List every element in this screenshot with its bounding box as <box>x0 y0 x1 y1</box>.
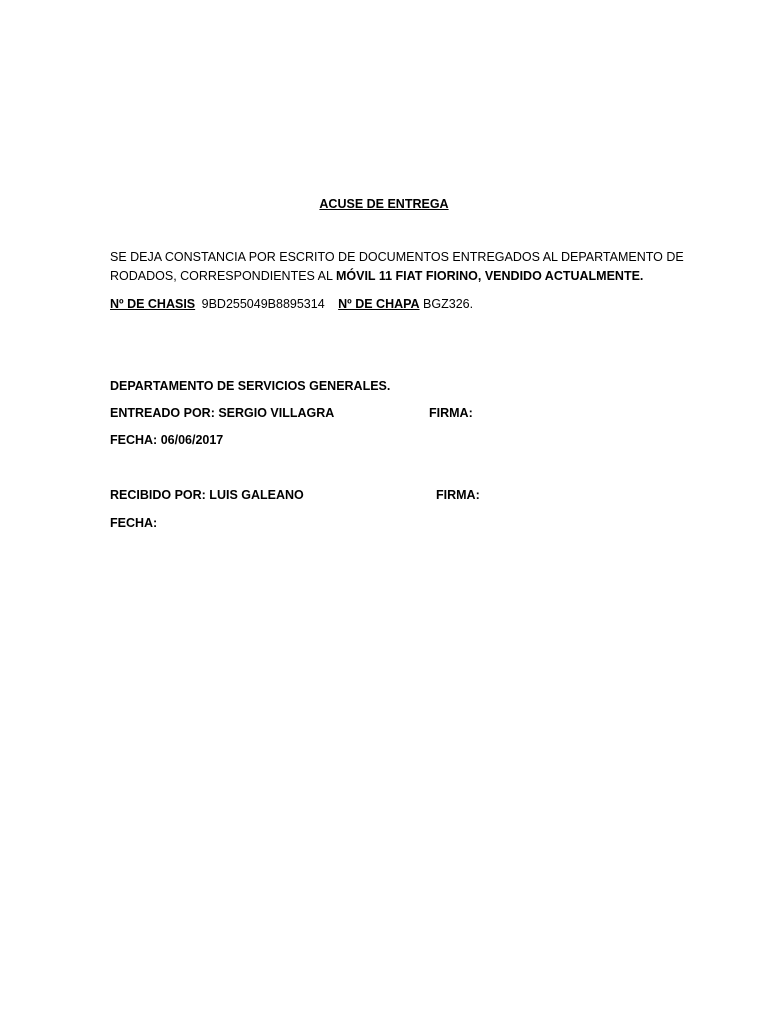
received-date: FECHA: <box>110 516 158 530</box>
delivered-by: ENTREADO POR: SERGIO VILLAGRA <box>110 406 335 420</box>
chapa-value: BGZ326. <box>423 297 474 311</box>
chapa-label: Nº DE CHAPA <box>338 297 420 311</box>
department-name: DEPARTAMENTO DE SERVICIOS GENERALES. <box>110 379 391 393</box>
paragraph-line-2-bold: MÓVIL 11 FIAT FIORINO, VENDIDO ACTUALMENTE. <box>335 269 644 283</box>
vehicle-info <box>110 297 473 311</box>
paragraph-line-2-start: RODADOS, CORRESPONDIENTES AL <box>110 269 336 283</box>
delivered-date: FECHA: 06/06/2017 <box>110 433 224 447</box>
received-by: RECIBIDO POR: LUIS GALEANO <box>110 488 304 502</box>
chasis-value: 9BD255049B8895314 <box>201 297 325 311</box>
paragraph-line-1: SE DEJA CONSTANCIA POR ESCRITO DE DOCUMENTOS ENTREGADOS AL DEPARTAMENTO DE <box>110 250 684 264</box>
paragraph-line-2 <box>110 269 643 283</box>
received-signature-label: FIRMA: <box>436 488 480 502</box>
chasis-label: Nº DE CHASIS <box>110 297 196 311</box>
document-title: ACUSE DE ENTREGA <box>319 197 449 211</box>
delivered-signature-label: FIRMA: <box>429 406 473 420</box>
